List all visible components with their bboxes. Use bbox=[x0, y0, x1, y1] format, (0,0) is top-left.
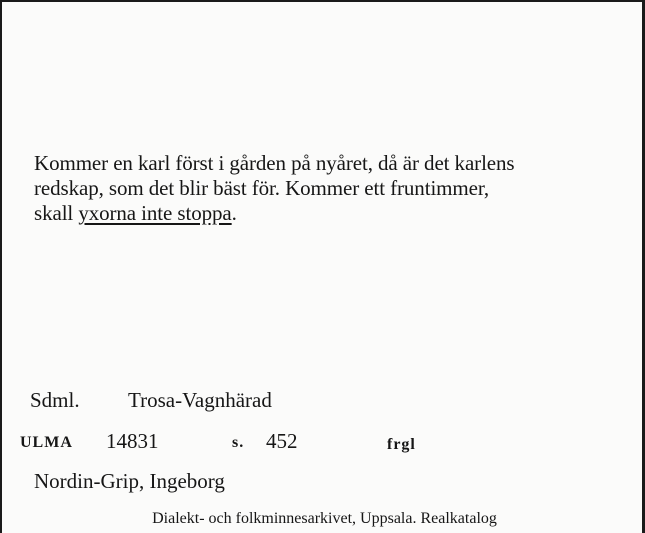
page-label: s. bbox=[232, 434, 245, 451]
underlined-phrase: yxorna inte stoppa bbox=[78, 201, 232, 225]
archive-code: ULMA bbox=[20, 434, 73, 451]
card-text-line-3-suffix: . bbox=[231, 201, 237, 225]
collector-name: Nordin-Grip, Ingeborg bbox=[34, 469, 225, 493]
archive-number: 14831 bbox=[106, 429, 159, 453]
card-text bbox=[34, 151, 634, 226]
card-text-line-3 bbox=[34, 201, 634, 226]
card-text-line-3-prefix: skall bbox=[34, 201, 79, 225]
category-code: frgl bbox=[387, 436, 416, 453]
card-text-line-1: Kommer en karl först i gården på nyåret, då är det karlens bbox=[34, 151, 515, 175]
archive-footer: Dialekt- och folkminnesarkivet, Uppsala. Realkatalog bbox=[152, 510, 497, 527]
region-label: Sdml. bbox=[30, 388, 80, 412]
page-number: 452 bbox=[266, 429, 298, 453]
place-name: Trosa-Vagnhärad bbox=[128, 388, 272, 412]
card-text-line-2: redskap, som det blir bäst för. Kommer ett fruntimmer, bbox=[34, 176, 490, 200]
